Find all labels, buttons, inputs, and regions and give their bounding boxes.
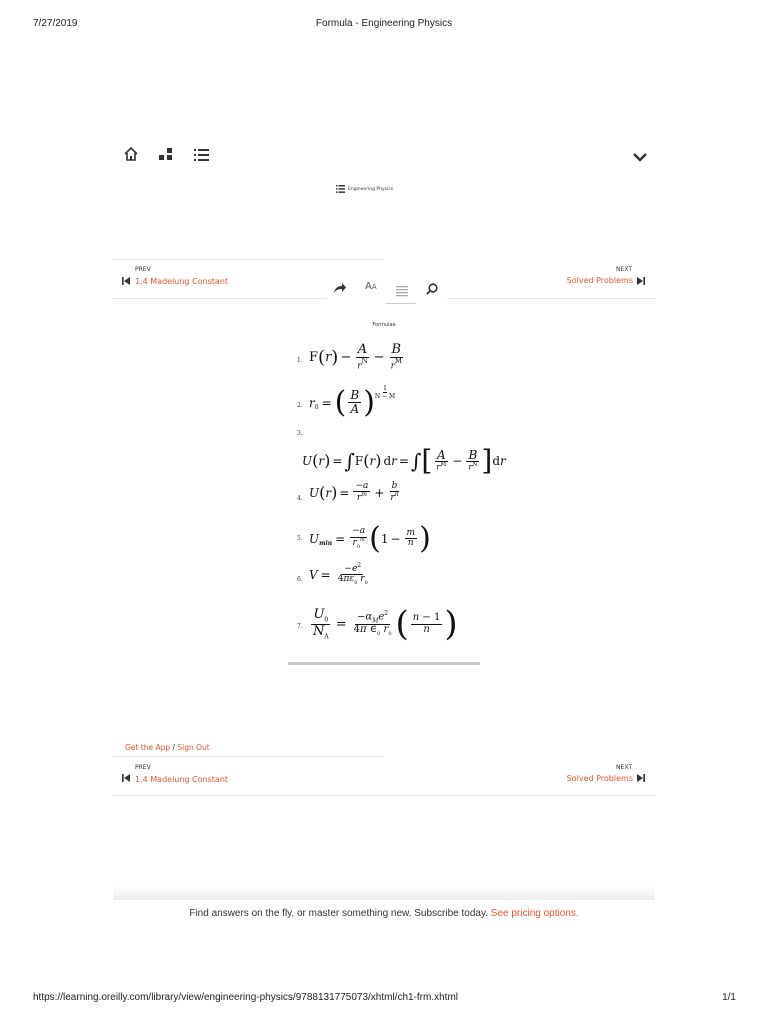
pager-top-bottom-line-left [113,298,326,299]
pager-top-divider [113,259,383,260]
equation-number: 2. [297,402,303,409]
font-size-icon[interactable]: AA [365,281,377,292]
share-icon[interactable] [333,279,347,291]
print-title: Formula - Engineering Physics [315,18,453,29]
prev-link[interactable]: 1.4 Madelung Constant [135,277,229,286]
subscribe-text: Find answers on the fly, or master something new. Subscribe today. [189,908,489,919]
link-separator: / [170,743,178,752]
section-heading: Formulae [372,322,396,328]
layout-icon[interactable] [159,147,175,161]
account-links [125,743,210,752]
horizontal-scrollbar[interactable] [288,662,480,665]
search-icon[interactable] [426,280,438,292]
sign-out-link[interactable]: Sign Out [177,743,210,752]
equation-number: 7. [297,623,303,630]
equation-number: 4. [297,495,303,502]
pager-bottom-divider [113,756,383,757]
equation-1: F ( r ) − $\frac{A}{r^N}$ − $\frac{B}{r^M}$ [309,342,403,371]
next-label: NEXT [616,764,632,771]
toc-icon [336,185,345,193]
equation-6: V = $\frac{-e^2}{4\pi\varepsilon_0 r_0}$ [309,562,368,587]
next-icon[interactable] [636,768,646,778]
toolbar-active-underline [386,303,416,304]
prev-icon[interactable] [121,271,131,281]
equation-number: 3. [297,430,303,437]
equation-5: U min = $\frac{-a}{r_0^m}$ ( 1 − $\frac{m}{n}$ ) [309,521,431,556]
banner-shadow [113,886,655,900]
equation-number: 1. [297,357,303,364]
get-app-link[interactable]: Get the App [125,743,171,752]
pager-bottom-line [113,795,655,796]
next-link[interactable]: Solved Problems [566,774,633,783]
print-page-number: 1/1 [722,992,736,1003]
list-icon[interactable] [194,147,210,161]
chevron-down-icon[interactable] [632,148,648,160]
pricing-link[interactable]: See pricing options. [490,908,579,919]
book-title-link[interactable] [336,185,393,193]
print-url: https://learning.oreilly.com/library/view/engineering-physics/9788131775073/xhtml/ch1-frm.xhtml [33,992,459,1003]
equation-3: U ( r ) = ∫ F ( r ) dr = ∫ [ $\frac{A}{r^M}$ − $\frac{B}{r^N}$ ] dr [302,444,506,477]
reading-mode-icon[interactable] [396,282,408,293]
home-icon[interactable] [123,146,139,162]
next-link[interactable]: Solved Problems [566,276,633,285]
print-date: 7/27/2019 [33,18,78,29]
prev-icon[interactable] [121,768,131,778]
pager-top-bottom-line-right [447,298,655,299]
prev-link[interactable]: 1.4 Madelung Constant [135,775,229,784]
prev-label: PREV [135,764,151,771]
next-icon[interactable] [636,271,646,281]
book-title: Engineering Physics [348,186,394,192]
equation-number: 5. [297,535,303,542]
equation-number: 6. [297,576,303,583]
next-label: NEXT [616,266,632,273]
prev-label: PREV [135,266,151,273]
equation-7: $\frac{U_0}{N_A}$ = $\frac{-\alpha_Me^2}{4\pi \in_0 r_0}$ ( $\frac{n - 1}{n}$ ) [313,604,458,644]
equation-4: U ( r ) = $\frac{-a}{r^m}$ + $\frac{b}{r^n}$ [309,481,399,504]
equation-2: r 0 = ( $\frac{B}{A}$ ) 1 N − M [309,385,396,420]
subscribe-banner [113,900,655,928]
